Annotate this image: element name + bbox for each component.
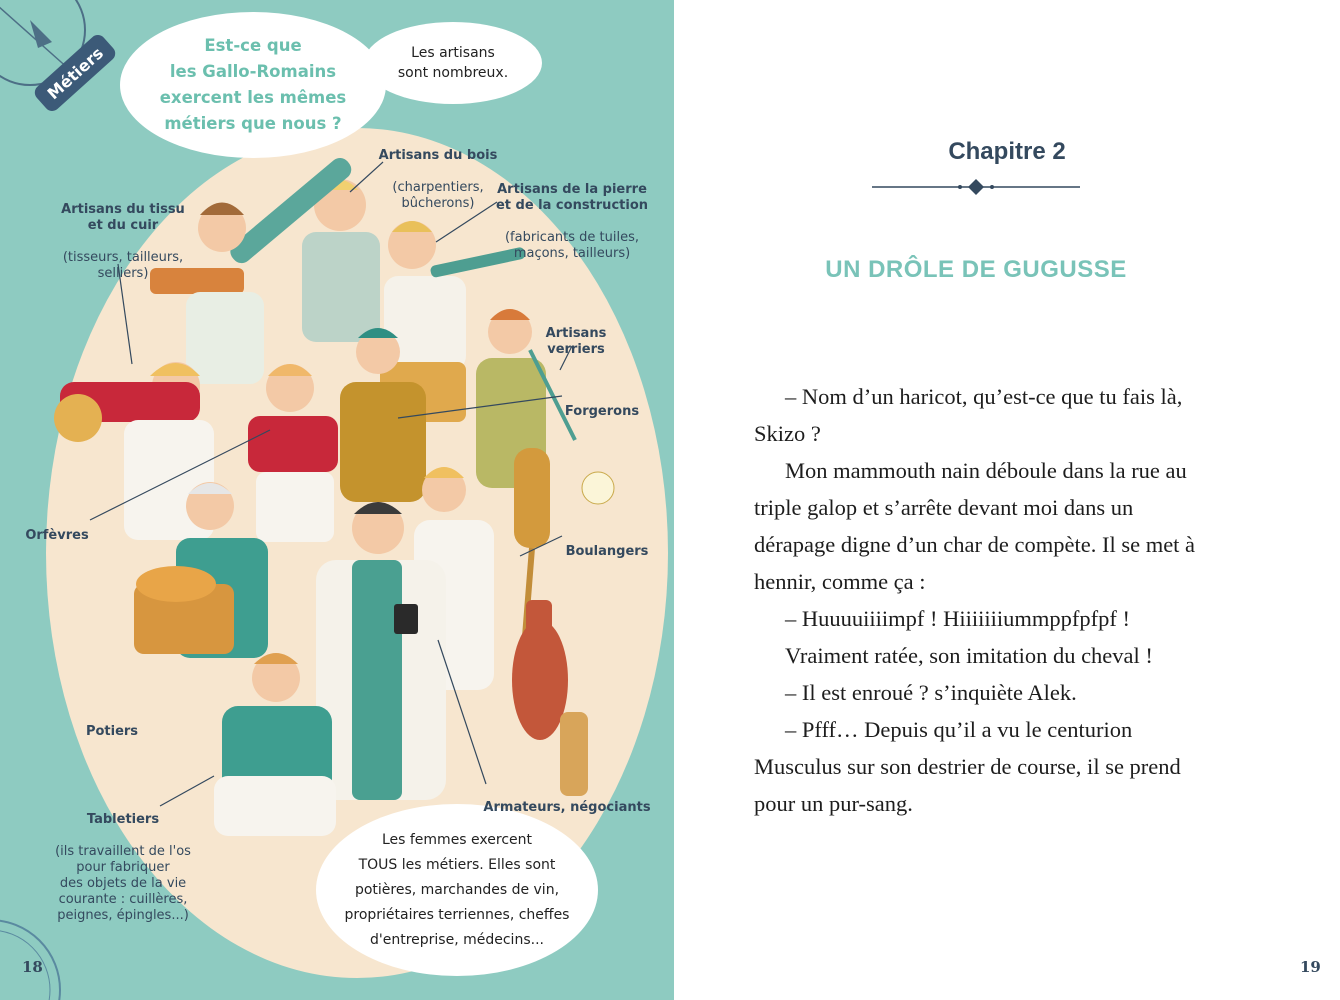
paragraph: – Pfff… Depuis qu’il a vu le centurion Musculus sur son destrier de course, il se prend pour un pur-sang. [754,717,1181,816]
label-tabletiers-detail: (ils travaillent de l'os pour fabriquer des objets de la vie courante : cuillères, peignes, épingles...) [55,844,191,923]
label-tabletiers-title: Tabletiers [86,812,160,827]
chapter-title: UN DRÔLE DE GUGUSSE [825,256,1127,283]
right-page [674,0,1340,1000]
label-potiers [80,708,144,740]
label-verriers-text: Artisans verriers [545,326,607,357]
label-bois-detail: (charpentiers, bûcherons) [392,180,484,211]
label-orfevres [22,512,92,544]
label-tissu [48,186,198,282]
chapter-heading: Chapitre 2 [948,138,1066,165]
label-boulangers [560,528,654,560]
label-verriers [534,310,618,358]
paragraph: – Il est enroué ? s’inquiète Alek. [785,680,1077,705]
women-bubble-text: Les femmes exercent TOUS les métiers. Elles sont potières, marchandes de vin, propriétaires terriennes, cheffes d'entreprise, médecins... [344,831,570,948]
paragraph: – Nom d’un haricot, qu’est-ce que tu fais là, Skizo ? [754,384,1183,446]
artisans-bubble-text: Les artisans sont nombreux. [397,45,509,81]
label-pierre-title: Artisans de la pierre et de la construction [495,182,649,213]
label-armateurs [482,784,652,816]
question-bubble [120,12,386,158]
label-tabletiers [44,796,202,924]
paragraph: Mon mammouth nain déboule dans la rue au triple galop et s’arrête devant moi dans un dérapage digne d’un char de compète. Il se met à hennir, comme ça : [754,458,1196,594]
question-text: Est-ce que les Gallo-Romains exercent les mêmes métiers que nous ? [159,36,347,133]
women-bubble [316,804,598,976]
label-bois [370,132,506,212]
label-forgerons-text: Forgerons [564,404,640,419]
page-number-left: 18 [22,958,43,976]
label-potiers-text: Potiers [85,724,139,739]
figure-goldsmith-icon [248,364,338,542]
label-armateurs-text: Armateurs, négociants [483,800,651,815]
section-badge: Métiers [32,32,119,115]
label-orfevres-text: Orfèvres [25,528,89,543]
label-boulangers-text: Boulangers [565,544,649,559]
label-forgerons [560,388,644,420]
page-number-right: 19 [1300,958,1321,976]
story-text [754,378,1200,822]
label-tissu-title: Artisans du tissu et du cuir [61,202,185,233]
label-pierre-detail: (fabricants de tuiles, maçons, tailleurs) [504,230,640,261]
label-pierre [492,166,652,262]
label-bois-title: Artisans du bois [378,148,498,163]
paragraph: – Huuuuiiiimpf ! Hiiiiiiiummppfpfpf ! [785,606,1130,631]
paragraph: Vraiment ratée, son imitation du cheval ! [785,643,1153,668]
chapter-divider-icon [870,178,1082,196]
label-tissu-detail: (tisseurs, tailleurs, selliers) [62,250,184,281]
artisans-bubble [364,22,542,104]
